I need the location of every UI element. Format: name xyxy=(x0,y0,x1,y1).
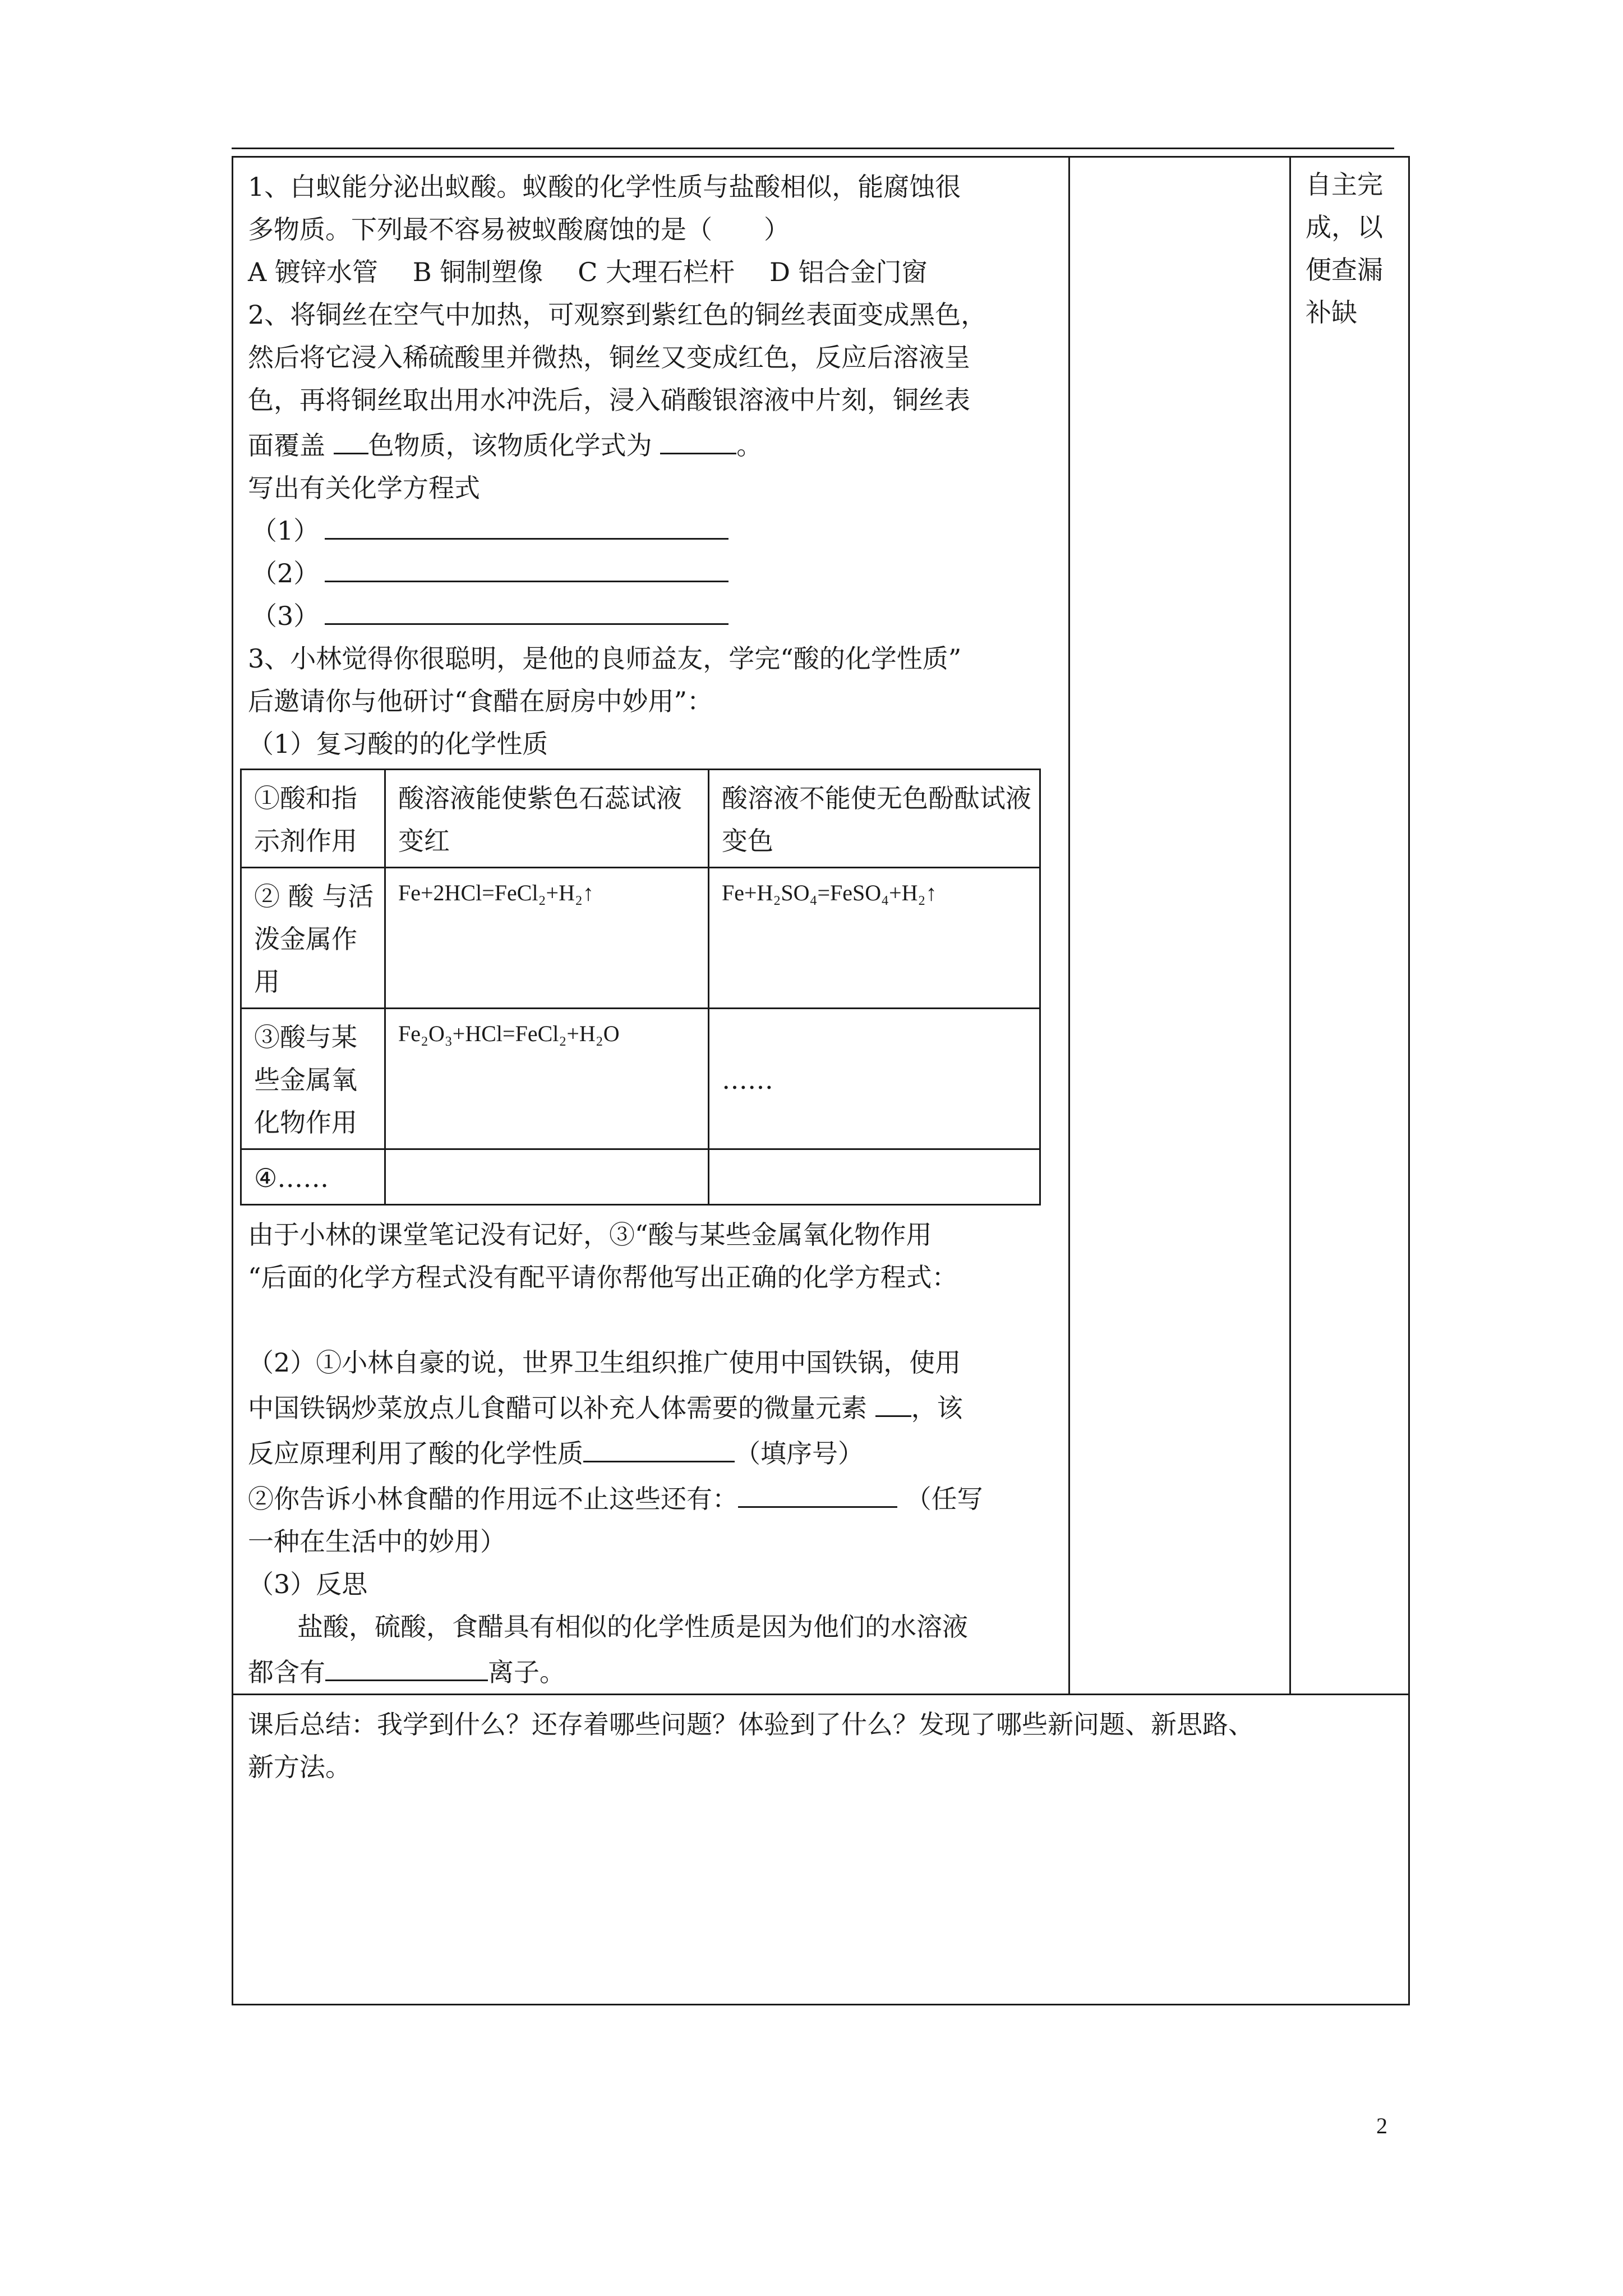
reflect-line2: 都含有 离子。 xyxy=(248,1648,1057,1694)
row-label: ② 酸 与活泼金属作用 xyxy=(241,868,385,1009)
q2-line1: 2、将铜丝在空气中加热，可观察到紫红色的铜丝表面变成黑色， xyxy=(248,300,987,330)
row-cell: 酸溶液不能使无色酚酞试液变色 xyxy=(709,770,1040,868)
table-row xyxy=(241,770,1040,868)
answer-column[interactable] xyxy=(1069,157,1290,1695)
q3-sub2-line4: ②你告诉小林食醋的作用远不止这些还有： （任写 xyxy=(248,1475,1057,1520)
side-note: 自主完成，以便查漏补缺 xyxy=(1290,157,1409,1695)
formula-blank[interactable] xyxy=(660,421,736,454)
note-line1: 由于小林的课堂笔记没有记好，③“酸与某些金属氧化物作用 xyxy=(248,1220,932,1250)
q3-sub2-line1: （2）①小林自豪的说，世界卫生组织推广使用中国铁锅，使用 xyxy=(248,1347,961,1378)
q3-sub2-line5: 一种在生活中的妙用） xyxy=(248,1526,506,1557)
header-rule xyxy=(232,148,1394,149)
q3-sub2-line3: 反应原理利用了酸的化学性质 （填序号） xyxy=(248,1429,1057,1475)
row-formula: Fe+2HCl=FeCl₂+H₂↑ xyxy=(385,868,709,1009)
table-row xyxy=(241,1009,1040,1149)
q1-option-a: A 镀锌水管 xyxy=(248,257,378,287)
equation-blank-3[interactable] xyxy=(325,595,728,625)
table-row xyxy=(241,868,1040,1009)
equation-line-2: （2） xyxy=(248,552,1057,595)
equation-line-3: （3） xyxy=(248,595,1057,637)
q3-sub3: （3）反思 xyxy=(248,1569,368,1599)
page-number: 2 xyxy=(1376,2113,1387,2138)
row-formula: Fe₂O₃+HCl=FeCl₂+H₂O xyxy=(385,1009,709,1149)
q1-line1: 1、白蚁能分泌出蚁酸。蚁酸的化学性质与盐酸相似，能腐蚀很 xyxy=(248,172,961,202)
row-cell: 酸溶液能使紫色石蕊试液变红 xyxy=(385,770,709,868)
q2-prompt: 写出有关化学方程式 xyxy=(248,473,480,503)
q2-line3: 色，再将铜丝取出用水冲洗后，浸入硝酸银溶液中片刻，铜丝表 xyxy=(248,385,970,415)
q2-line4: 面覆盖 色物质，该物质化学式为 。 xyxy=(248,421,1057,467)
q1-option-b: B 铜制塑像 xyxy=(412,257,543,287)
summary-line2: 新方法。 xyxy=(248,1752,351,1782)
element-blank[interactable] xyxy=(875,1384,911,1417)
q1-line2: 多物质。下列最不容易被蚁酸腐蚀的是（ ） xyxy=(248,214,790,245)
q1-option-c: C 大理石栏杆 xyxy=(578,257,735,287)
summary-cell xyxy=(233,1695,1409,2005)
row-label: ④…… xyxy=(241,1149,385,1205)
property-blank[interactable] xyxy=(583,1429,735,1462)
q1-options xyxy=(248,251,1057,293)
exercise-cell xyxy=(233,157,1069,1695)
row-formula: Fe+H₂SO₄=FeSO₄+H₂↑ xyxy=(709,868,1040,1009)
q3-sub1: （1）复习酸的的化学性质 xyxy=(248,729,548,759)
row-cell: …… xyxy=(709,1009,1040,1149)
ion-blank[interactable] xyxy=(325,1648,488,1681)
row-cell xyxy=(709,1149,1040,1205)
reflect-line1: 盐酸，硫酸，食醋具有相似的化学性质是因为他们的水溶液 xyxy=(297,1612,968,1642)
equation-blank-2[interactable] xyxy=(325,553,728,582)
acid-properties-table xyxy=(240,769,1041,1205)
row-label: ①酸和指示剂作用 xyxy=(241,770,385,868)
row-cell xyxy=(385,1149,709,1205)
summary-line1: 课后总结：我学到什么？还存着哪些问题？体验到了什么？发现了哪些新问题、新思路、 xyxy=(248,1709,1254,1740)
usage-blank[interactable] xyxy=(738,1475,897,1508)
q3-line1: 3、小林觉得你很聪明，是他的良师益友，学完“酸的化学性质” xyxy=(248,643,962,674)
q3-line2: 后邀请你与他研讨“食醋在厨房中妙用”： xyxy=(248,686,713,716)
color-blank[interactable] xyxy=(334,421,368,454)
equation-blank-1[interactable] xyxy=(325,510,728,540)
q2-line2: 然后将它浸入稀硫酸里并微热，铜丝又变成红色，反应后溶液呈 xyxy=(248,342,970,372)
q3-sub2-line2: 中国铁锅炒菜放点儿食醋可以补充人体需要的微量元素 ，该 xyxy=(248,1384,1057,1429)
table-row xyxy=(241,1149,1040,1205)
q1-option-d: D 铝合金门窗 xyxy=(769,257,928,287)
worksheet-table xyxy=(232,156,1410,2005)
row-label: ③酸与某些金属氧化物作用 xyxy=(241,1009,385,1149)
answer-space[interactable] xyxy=(248,1299,1057,1341)
equation-line-1: （1） xyxy=(248,509,1057,552)
note-line2: “后面的化学方程式没有配平请你帮他写出正确的化学方程式： xyxy=(248,1262,958,1292)
